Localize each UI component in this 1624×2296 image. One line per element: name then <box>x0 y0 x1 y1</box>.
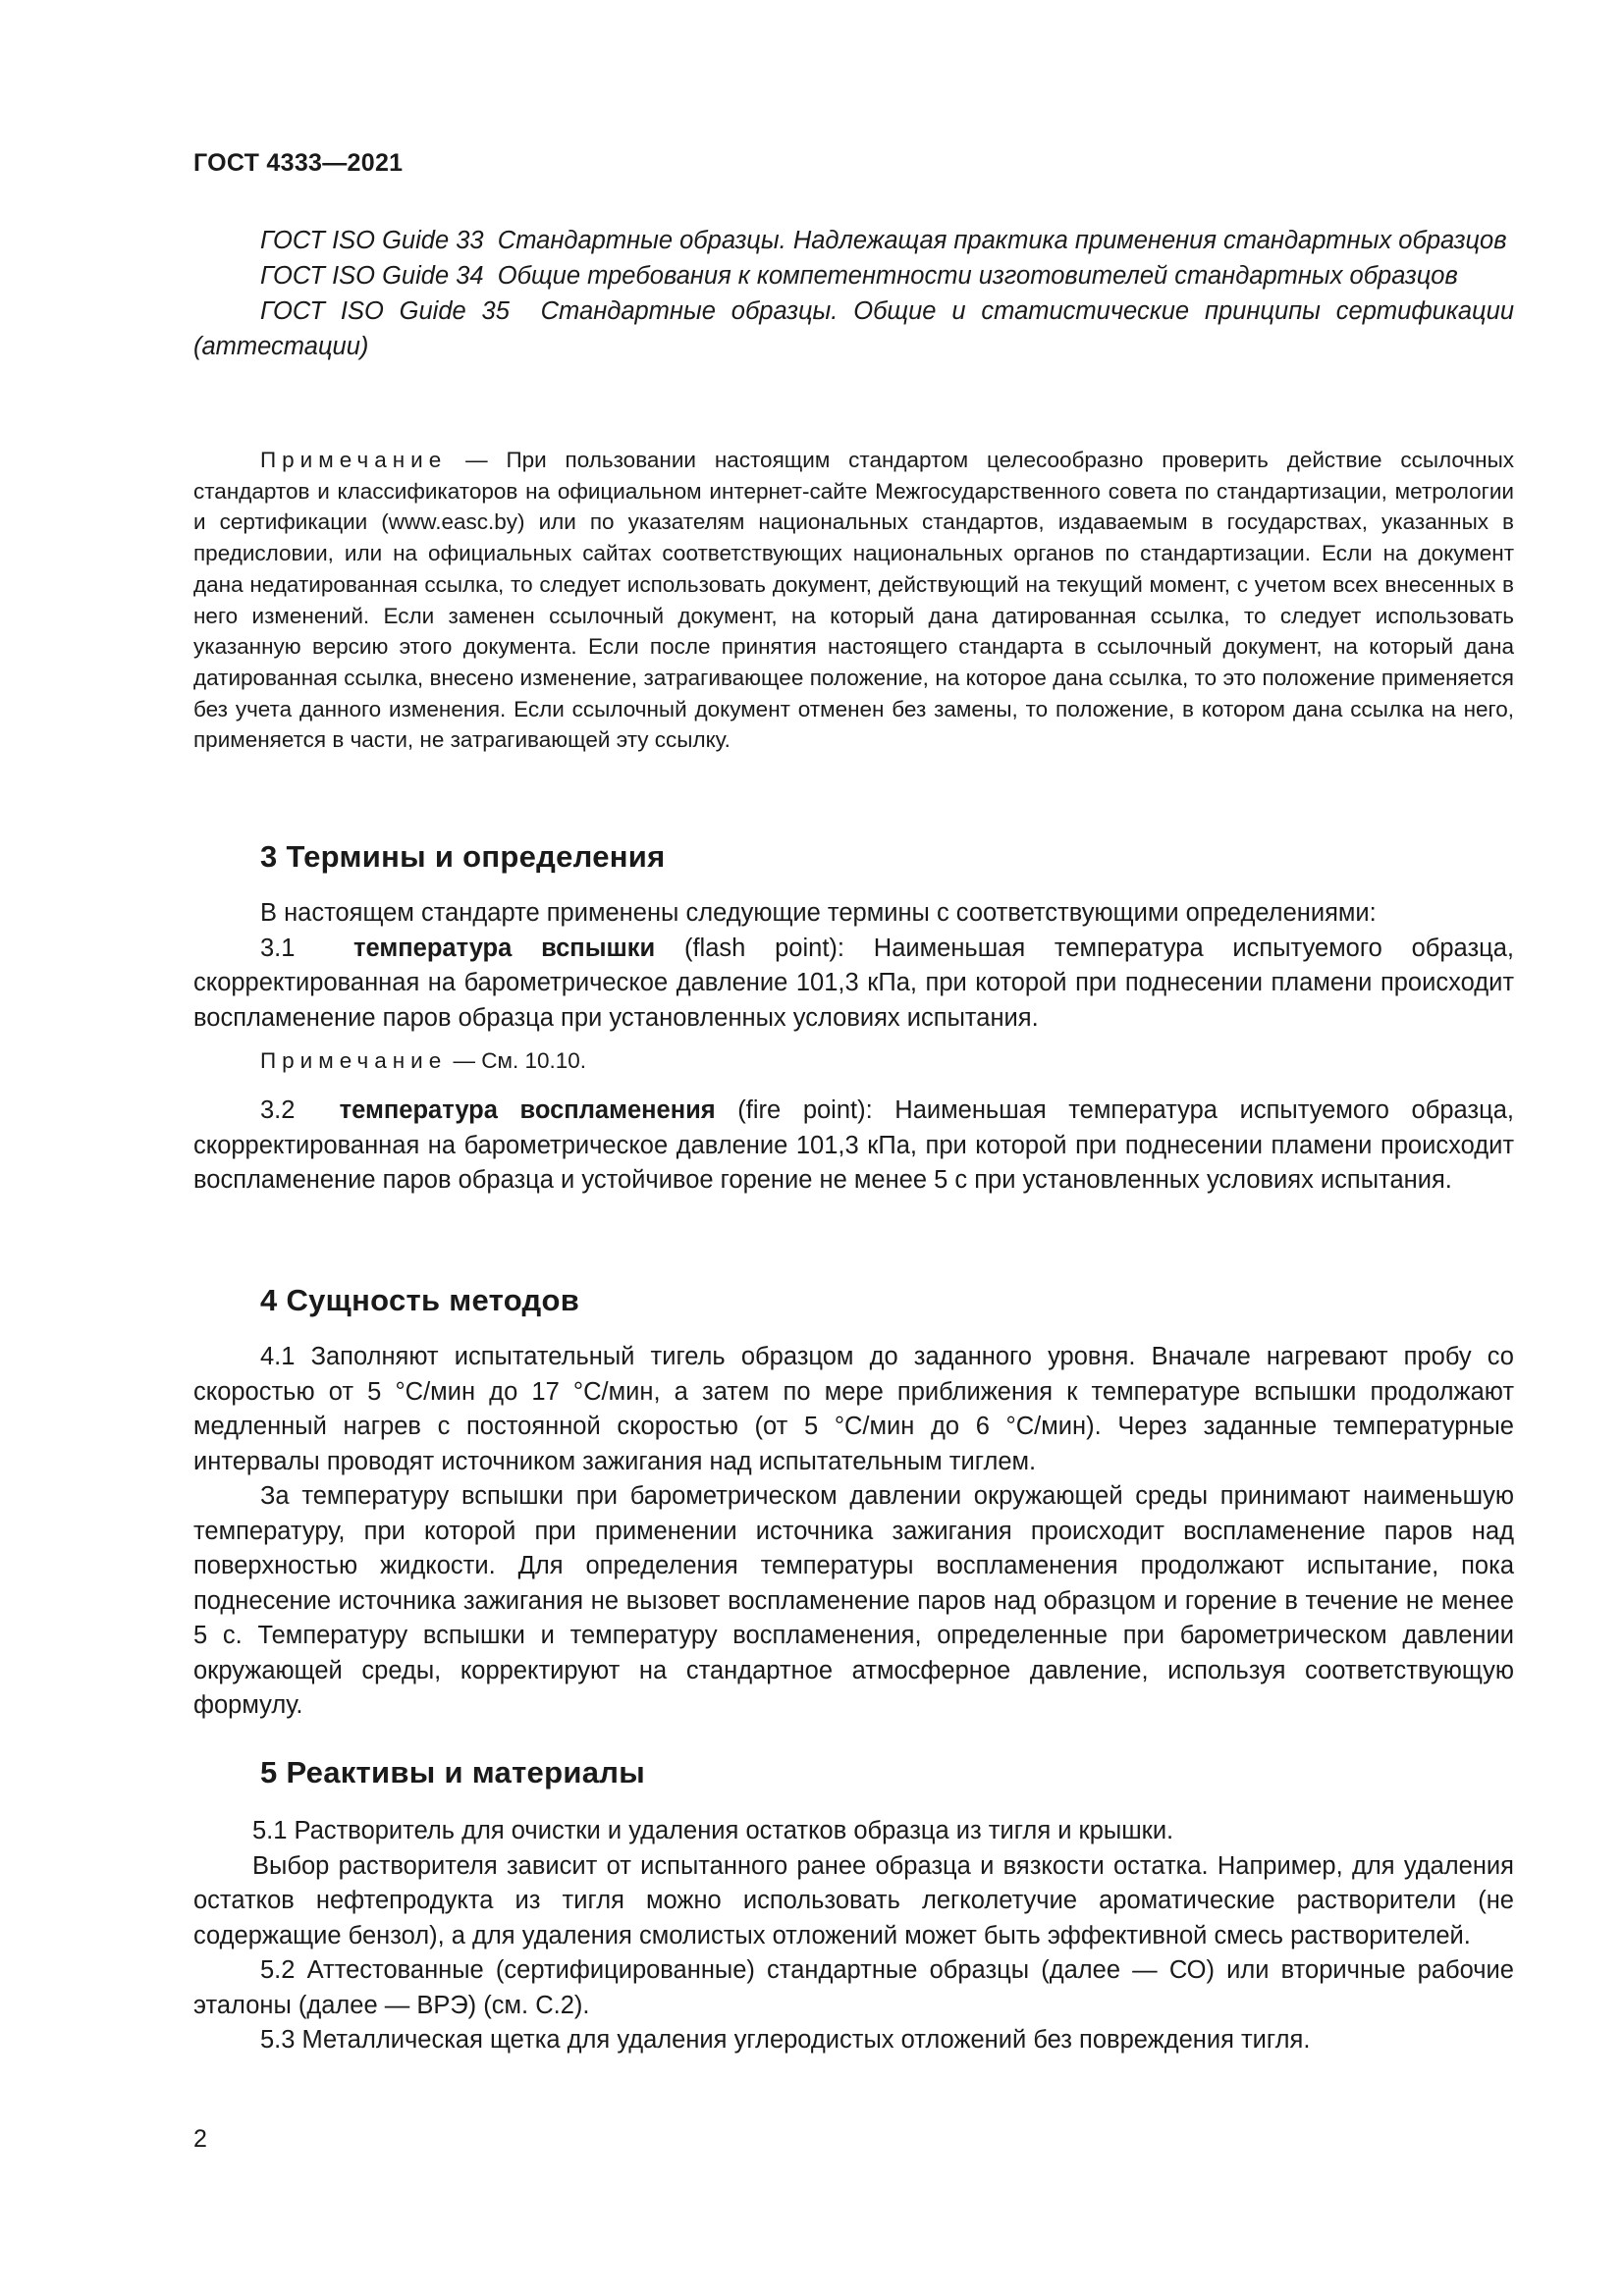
section-5-body <box>193 1814 1514 2058</box>
paragraph-5-2: 5.2 Аттестованные (сертифицированные) стандартные образцы (далее — СО) или вторичные рабочие эталоны (далее — ВРЭ) (см. С.2). <box>193 1956 1514 2019</box>
section-4-body <box>193 1340 1514 1724</box>
paragraph-4-1: 4.1 Заполняют испытательный тигель образцом до заданного уровня. Вначале нагревают пробу со скоростью от 5 °С/мин до 17 °С/мин, а затем по мере приближения к температуре вспышки продолжают медленный нагрев с постоянной скоростью (от 5 °С/мин до 6 °С/мин). Через заданные температурные интервалы проводят источником зажигания над испытательным тиглем. <box>193 1343 1514 1475</box>
term-3-1: 3.1 температура вспышки (flash point): Наименьшая температура испытуемого образца, скорректированная на барометрическое давление 101,3 кПа, при которой при поднесении пламени происходит воспламенение паров образца при установленных условиях испытания. <box>193 934 1515 1032</box>
references-list <box>193 223 1514 364</box>
paragraph-4-2: За температуру вспышки при барометрическом давлении окружающей среды принимают наименьшую температуру, при которой при применении источника зажигания происходит воспламенение паров над поверхностью жидкости. Для определения температуры воспламенения продолжают испытание, пока поднесение источника зажигания не вызовет воспламенение паров над образцом и горение в течение не менее 5 с. Температуру вспышки и температуру воспламенения, определенные при барометрическом давлении окружающей среды, корректируют на стандартное атмосферное давление, используя соответствующую формулу. <box>193 1482 1514 1719</box>
reference-item: ГОСТ ISO Guide 33 Стандартные образцы. Надлежащая практика применения стандартных образцов <box>260 227 1507 254</box>
paragraph-5-1: 5.1 Растворитель для очистки и удаления остатков образца из тигля и крышки. <box>252 1817 1174 1844</box>
reference-item: ГОСТ ISO Guide 34 Общие требования к компетентности изготовителей стандартных образцов <box>260 262 1458 290</box>
section-5-heading: 5 Реактивы и материалы <box>260 1755 645 1789</box>
paragraph-5-3: 5.3 Металлическая щетка для удаления углеродистых отложений без повреждения тигля. <box>260 2026 1311 2054</box>
section-3-intro: В настоящем стандарте применены следующие термины с соответствующими определениями: <box>260 899 1377 927</box>
term-note: Примечание — См. 10.10. <box>260 1048 587 1073</box>
document-code: ГОСТ 4333—2021 <box>193 149 404 177</box>
reference-item: ГОСТ ISO Guide 35 Стандартные образцы. Общие и статистические принципы сертификации (аттестации) <box>193 297 1514 360</box>
paragraph-5-1-text: Выбор растворителя зависит от испытанного ранее образца и вязкости остатка. Например, для удаления остатков нефтепродукта из тигля можно использовать легколетучие ароматические растворители (не содержащие бензол), а для удаления смолистых отложений может быть эффективной смесь растворителей. <box>193 1851 1514 1949</box>
term-3-2: 3.2 температура воспламенения (fire point): Наименьшая температура испытуемого образца, скорректированная на барометрическое давление 101,3 кПа, при которой при поднесении пламени происходит воспламенение паров образца и устойчивое горение не менее 5 с при установленных условиях испытания. <box>193 1096 1514 1194</box>
section-3-body <box>193 896 1514 1036</box>
note-text: — При пользовании настоящим стандартом целесообразно проверить действие ссылочных стандартов и классификаторов на официальном интернет-сайте Межгосударственного совета по стандартизации, метрологии и сертификации (www.easc.by) или по указателям национальных стандартов, издаваемым в государствах, указанных в предисловии, или на официальных сайтах соответствующих национальных органов по стандартизации. Если на документ дана недатированная ссылка, то следует использовать документ, действующий на текущий момент, с учетом всех внесенных в него изменений. Если заменен ссылочный документ, на который дана датированная ссылка, то следует использовать указанную версию этого документа. Если после принятия настоящего стандарта в ссылочный документ, на который дана датированная ссылка, внесено изменение, затрагивающее положение, на которое дана ссылка, то это положение применяется без учета данного изменения. Если ссылочный документ отменен без замены, то положение, в котором дана ссылка на него, применяется в части, не затрагивающей эту ссылку. <box>193 448 1514 753</box>
reference-note <box>193 445 1514 756</box>
page-number: 2 <box>193 2125 207 2153</box>
section-3-heading: 3 Термины и определения <box>260 839 666 874</box>
section-4-heading: 4 Сущность методов <box>260 1283 580 1317</box>
note-label: Примечание <box>260 448 448 472</box>
